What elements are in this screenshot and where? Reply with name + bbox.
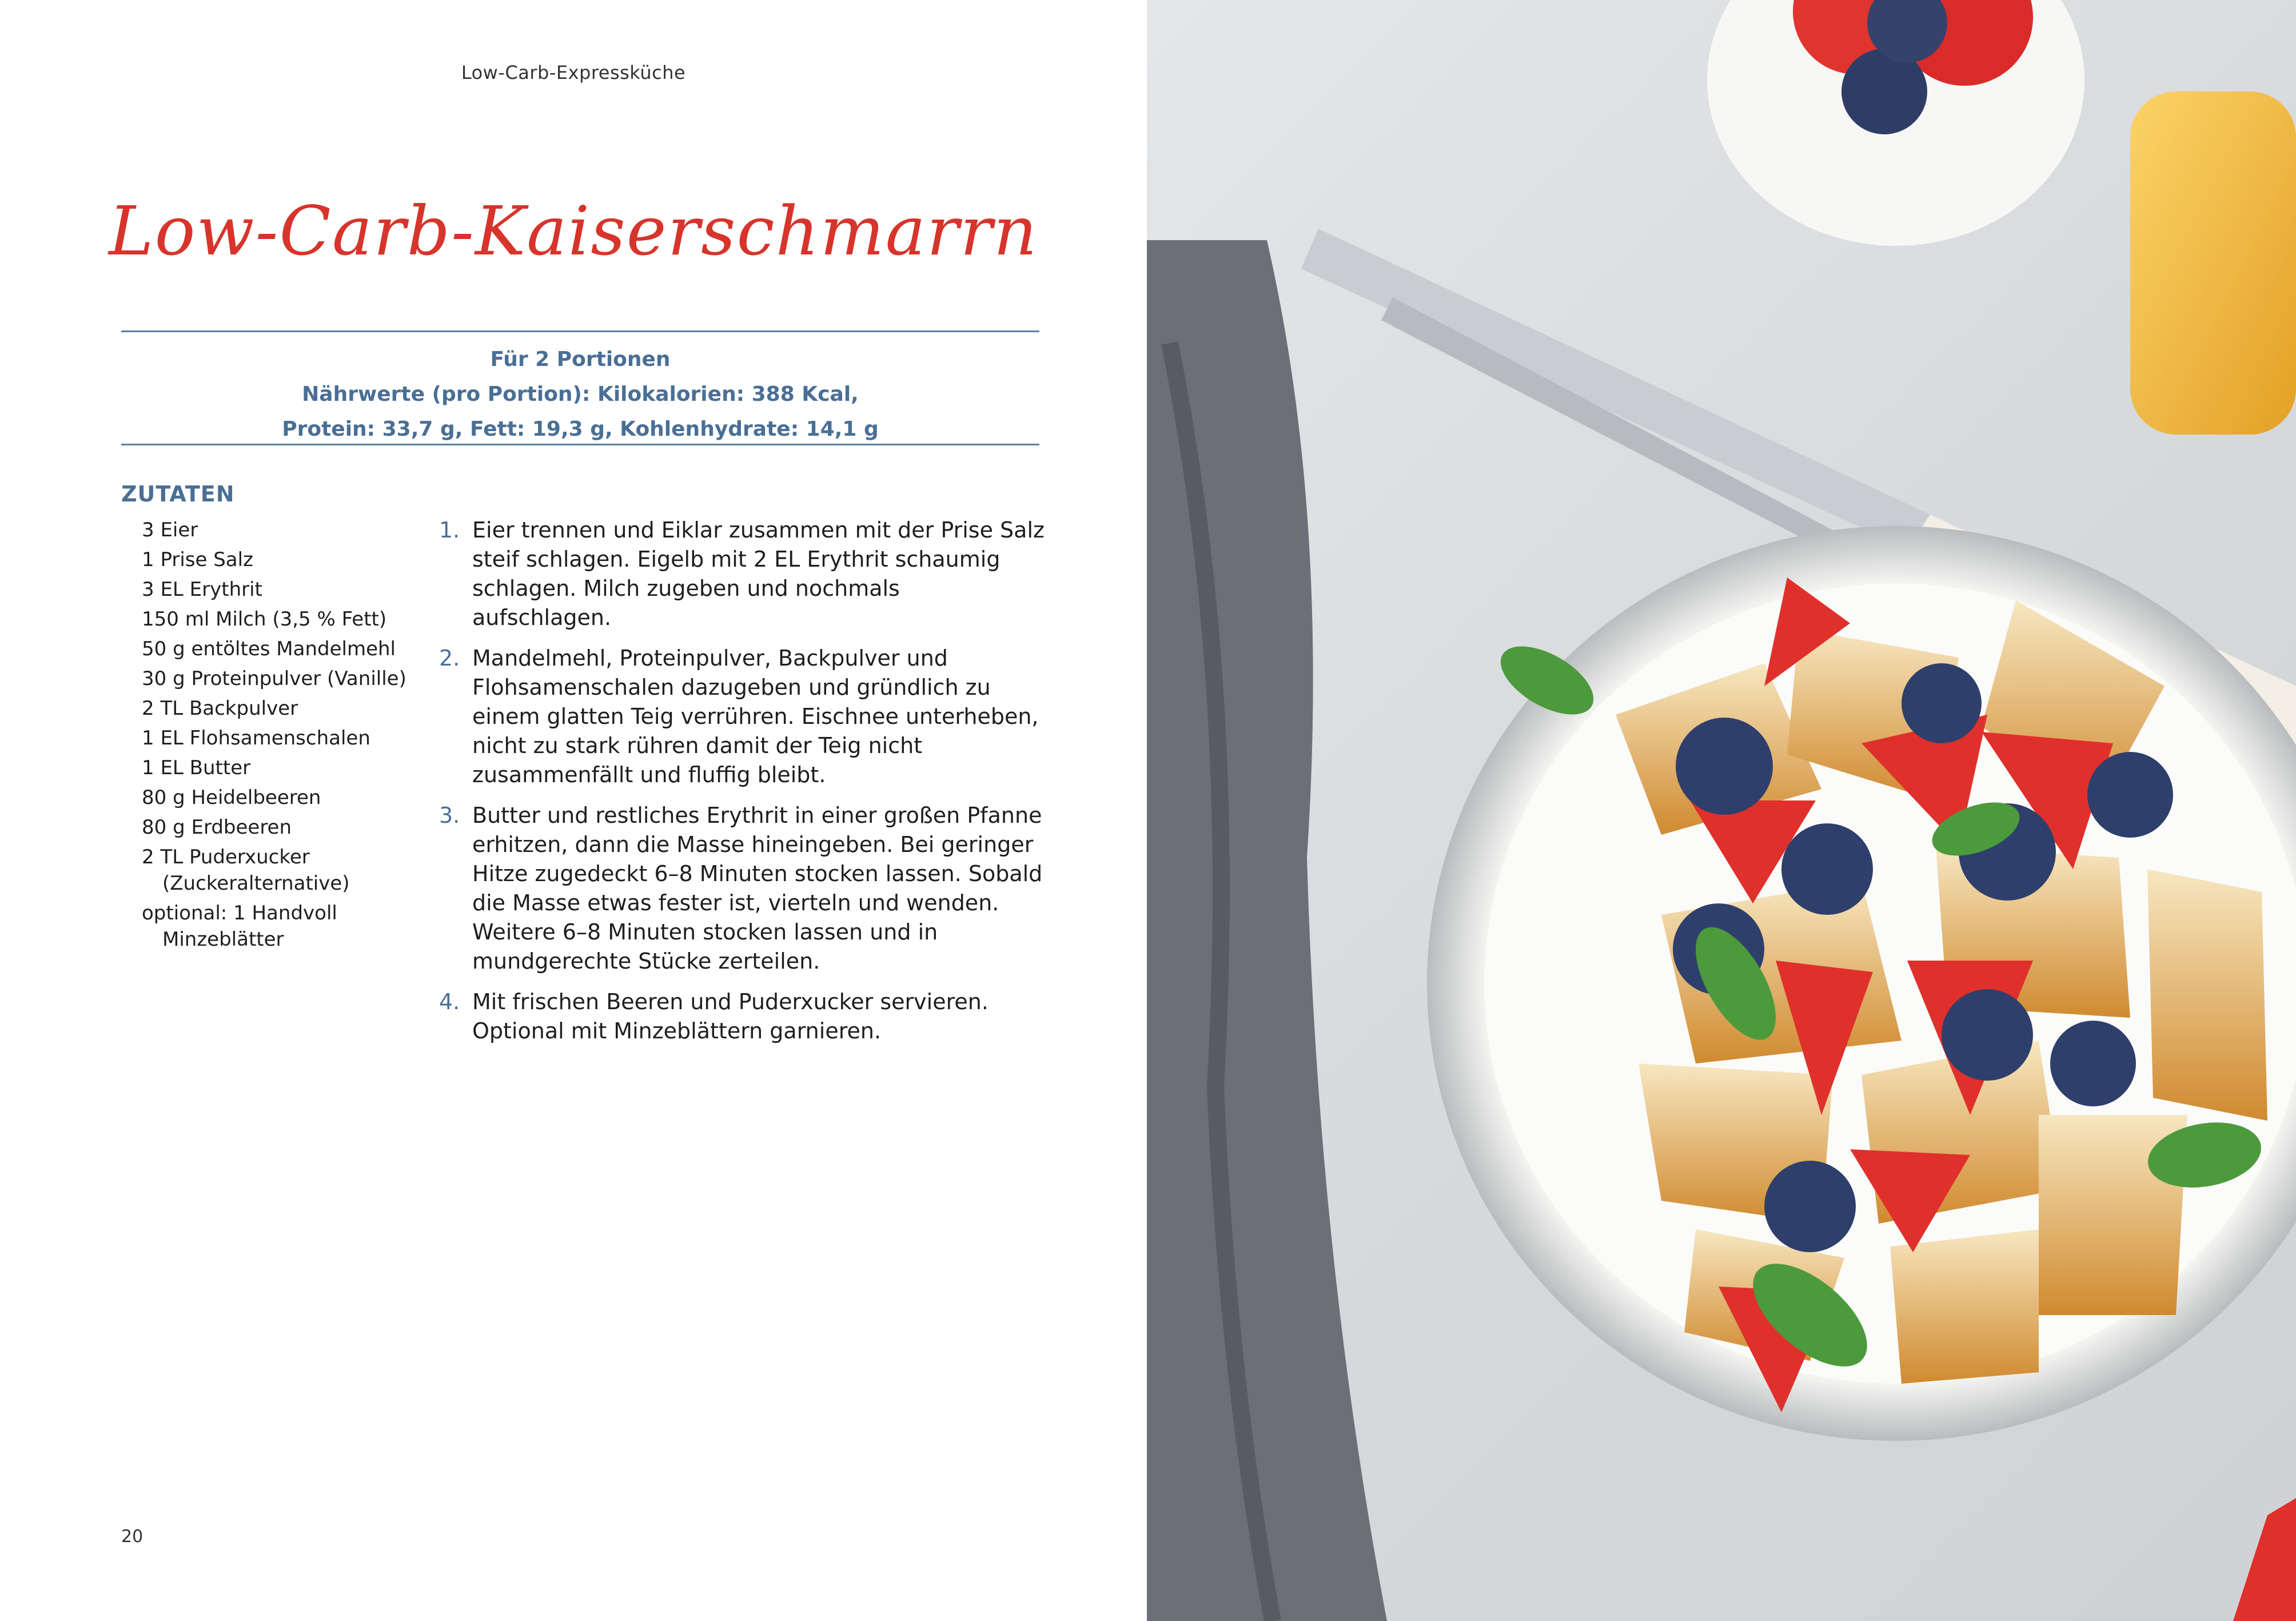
food-photo-illustration <box>1147 0 2296 1621</box>
ingredients-heading: ZUTATEN <box>121 481 235 507</box>
running-head: Low-Carb-Expressküche <box>461 62 686 83</box>
step-number: 3. <box>439 803 460 828</box>
ingredient-item: 30 g Proteinpulver (Vanille) <box>142 667 406 690</box>
ingredient-item: 3 Eier <box>142 519 198 541</box>
step-text: Mandelmehl, Proteinpulver, Backpulver und Flohsamenschalen dazugeben und gründlich zu einem glatten Teig verrühren. Eischnee unterheben, nicht zu stark rühren damit der Teig nicht zusammenfällt und fluffig bleibt. <box>472 646 1039 787</box>
servings: Für 2 Portionen <box>490 348 671 371</box>
step-number: 4. <box>439 989 460 1014</box>
ingredient-item: 50 g entöltes Mandelmehl <box>142 638 396 660</box>
ingredient-item: 1 EL Butter <box>142 756 251 779</box>
ingredient-item: 2 TL Backpulver <box>142 697 298 720</box>
ingredient-item: 2 TL Puderxucker (Zuckeralternative) <box>142 846 350 895</box>
step-item <box>439 644 1045 790</box>
honey-jar <box>2130 91 2296 435</box>
page-number: 20 <box>121 1527 144 1547</box>
step-item <box>439 987 1045 1046</box>
recipe-title: Low-Carb-Kaiserschmarrn <box>109 192 1038 270</box>
ingredient-item: 1 EL Flohsamenschalen <box>142 727 370 750</box>
steps-list <box>439 516 1045 1057</box>
knife-blade <box>1301 229 1930 549</box>
step-number: 1. <box>439 517 460 543</box>
nutrition-line-2: Protein: 33,7 g, Fett: 19,3 g, Kohlenhydrate: 14,1 g <box>282 417 879 441</box>
ingredient-item: 1 Prise Salz <box>142 548 253 571</box>
ingredient-item: 3 EL Erythrit <box>142 578 262 601</box>
step-item <box>439 516 1045 632</box>
ingredient-item: 80 g Erdbeeren <box>142 816 292 839</box>
ingredient-item: 150 ml Milch (3,5 % Fett) <box>142 608 387 631</box>
kaiserschmarrn-plate-photo <box>1147 0 2296 1621</box>
ingredient-item: 80 g Heidelbeeren <box>142 786 321 809</box>
divider-top <box>121 330 1039 332</box>
nutrition-box <box>121 342 1039 447</box>
ingredients-list <box>142 517 410 956</box>
step-number: 2. <box>439 646 460 671</box>
left-page <box>0 0 1147 1621</box>
ingredient-item: optional: 1 Handvoll Minzeblätter <box>142 902 337 951</box>
step-text: Eier trennen und Eiklar zusammen mit der Prise Salz steif schlagen. Eigelb mit 2 EL Erythrit schaumig schlagen. Milch zugeben und nochmals aufschlagen. <box>472 517 1045 630</box>
step-item <box>439 801 1045 976</box>
step-text: Butter und restliches Erythrit in einer großen Pfanne erhitzen, dann die Masse hineingeben. Bei geringer Hitze zugedeckt 6–8 Minuten stocken lassen. Sobald die Masse etwas fester ist, vierteln und wenden. Weitere 6–8 Minuten stocken lassen und in mundgerechte Stücke zerteilen. <box>472 803 1043 974</box>
divider-bottom <box>121 444 1039 445</box>
step-text: Mit frischen Beeren und Puderxucker servieren. Optional mit Minzeblättern garnieren. <box>472 989 988 1044</box>
nutrition-line-1: Nährwerte (pro Portion): Kilokalorien: 388 Kcal, <box>302 383 859 406</box>
